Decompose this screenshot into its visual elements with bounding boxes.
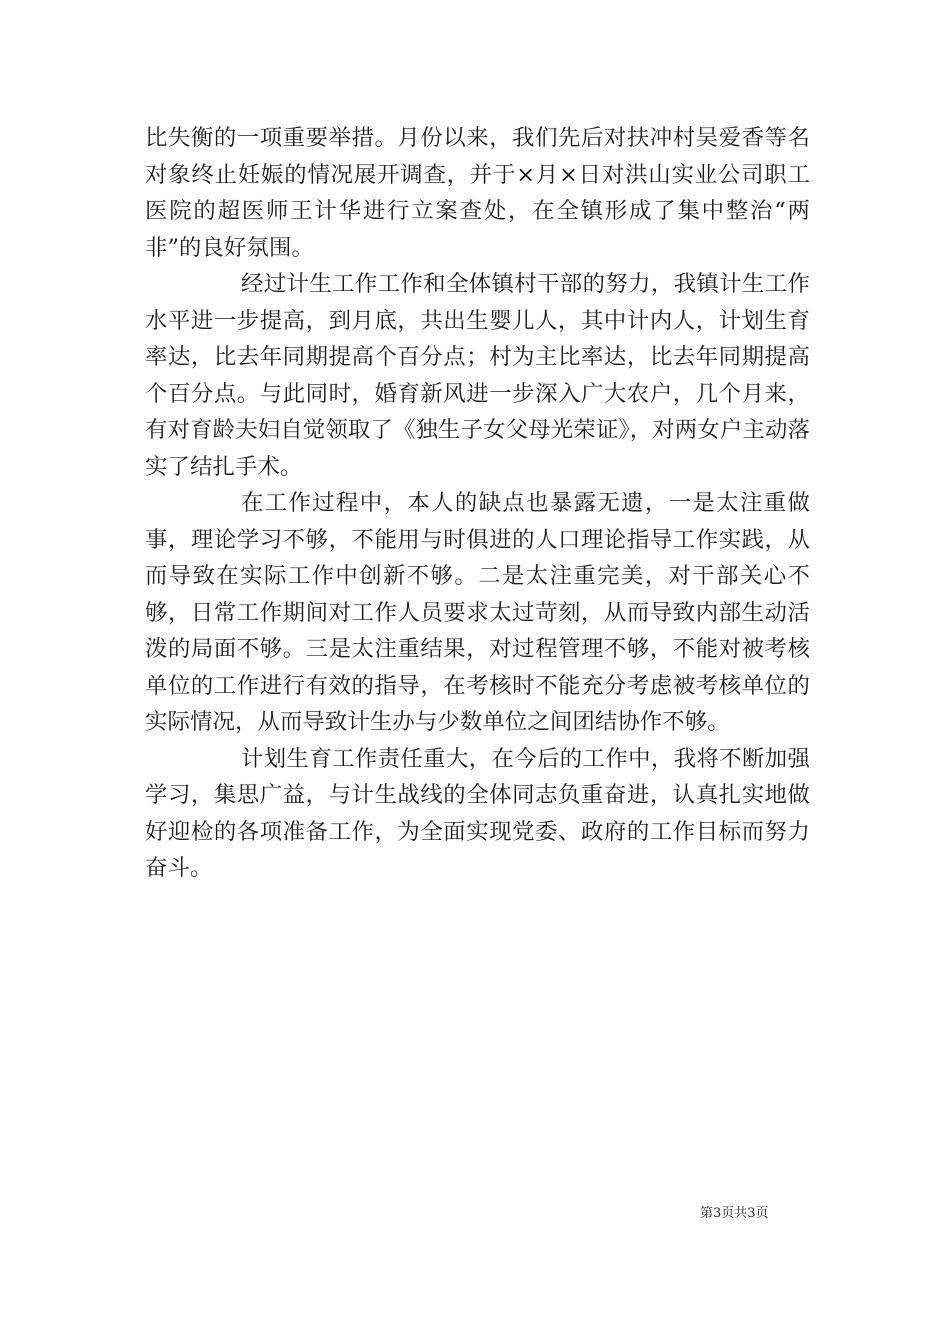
- paragraph-conclusion: 计划生育工作责任重大，在今后的工作中，我将不断加强学习，集思广益，与计生战线的全体同志负重奋进，认真扎实地做好迎检的各项准备工作，为全面实现党委、政府的工作目标而努力奋斗。: [145, 745, 810, 881]
- paragraph-shortcomings: 在工作过程中，本人的缺点也暴露无遗，一是太注重做事，理论学习不够，不能用与时俱进的人口理论指导工作实践，从而导致在实际工作中创新不够。二是太注重完美，对干部关心不够，日常工作期间对工作人员要求太过苛刻，从而导致内部生动活泼的局面不够。三是太注重结果，对过程管理不够，不能对被考核单位的工作进行有效的指导，在考核时不能充分考虑被考核单位的实际情况，从而导致计生办与少数单位之间团结协作不够。: [145, 490, 810, 735]
- paragraph-results: 经过计生工作工作和全体镇村干部的努力，我镇计生工作水平进一步提高，到月底，共出生婴儿人，其中计内人，计划生育率达，比去年同期提高个百分点；村为主比率达，比去年同期提高个百分点。与此同时，婚育新风进一步深入广大农户，几个月来，有对育龄夫妇自觉领取了《独生子女父母光荣证》，对两女户主动落实了结扎手术。: [145, 271, 810, 480]
- paragraph-continuation: 比失衡的一项重要举措。月份以来，我们先后对扶冲村吴爱香等名对象终止妊娠的情况展开调查，并于×月×日对洪山实业公司职工医院的超医师王计华进行立案查处，在全镇形成了集中整治“两非”的良好氛围。: [145, 125, 810, 261]
- document-body: [145, 120, 810, 887]
- page-number-footer: 第3页共3页: [700, 1206, 769, 1221]
